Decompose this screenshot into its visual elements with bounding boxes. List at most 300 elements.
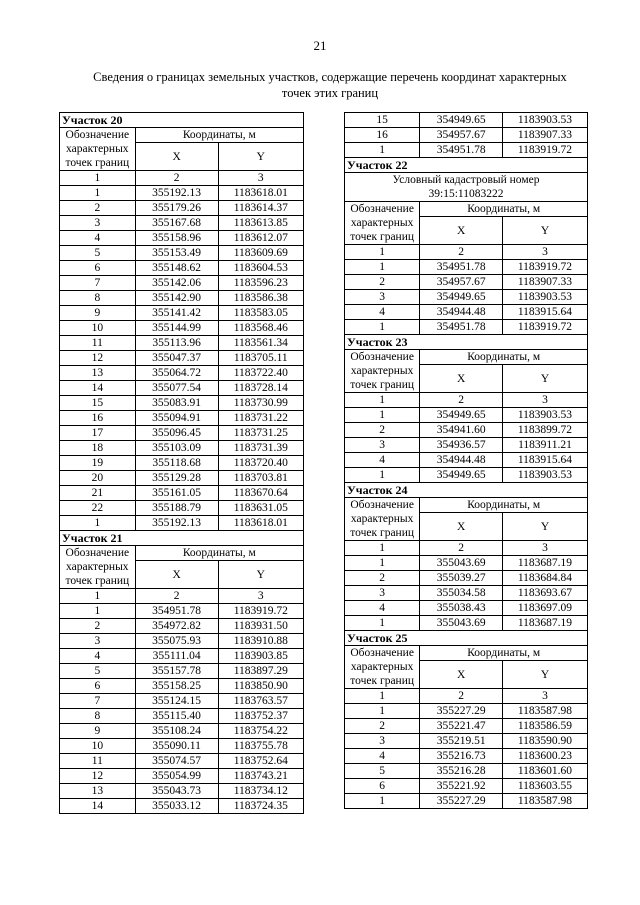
y-value: 1183910.88 [218,634,303,649]
y-value: 1183907.33 [502,275,587,290]
x-value: 355144.99 [135,321,218,336]
y-value: 1183752.64 [218,754,303,769]
designation-header [345,350,420,393]
point-id: 1 [345,143,420,158]
y-value: 1183722.40 [218,366,303,381]
x-value: 355064.72 [135,366,218,381]
column-number: 1 [60,171,136,186]
coordinates-header: Координаты, м [420,646,588,661]
x-value: 354957.67 [420,128,503,143]
x-value: 354944.48 [420,305,503,320]
table-row [60,739,304,754]
table-row [60,411,304,426]
column-number: 3 [218,171,303,186]
left-column [59,112,304,814]
y-value: 1183703.81 [218,471,303,486]
x-value: 355043.73 [135,784,218,799]
point-id: 11 [60,754,136,769]
table-row [345,719,588,734]
designation-header-line: характерных [350,365,414,377]
table-row [60,486,304,501]
coordinates-header: Координаты, м [420,498,588,513]
designation-header-line: Обозначение [350,203,414,215]
point-id: 2 [345,423,420,438]
plot-title-row [60,531,304,546]
y-value: 1183903.53 [502,468,587,483]
table-row [345,408,588,423]
point-id: 7 [60,276,136,291]
designation-header-line: характерных [66,561,129,573]
header-row [345,498,588,513]
y-value: 1183919.72 [218,604,303,619]
x-value: 355216.28 [420,764,503,779]
y-value: 1183697.09 [502,601,587,616]
y-value: 1183907.33 [502,128,587,143]
x-value: 355043.69 [420,616,503,631]
x-value: 355221.92 [420,779,503,794]
designation-header-line: точек границ [350,231,415,243]
y-header: Y [502,513,587,541]
table-row [60,336,304,351]
table-row [345,423,588,438]
column-number: 3 [502,689,587,704]
x-value: 355192.13 [135,516,218,531]
point-id: 8 [60,709,136,724]
table-row [60,441,304,456]
y-value: 1183919.72 [502,260,587,275]
table-row [345,764,588,779]
y-value: 1183903.85 [218,649,303,664]
plot-title: Участок 21 [60,531,304,546]
y-value: 1183561.34 [218,336,303,351]
point-id: 15 [60,396,136,411]
plot-title-row [345,158,588,173]
column-number-row [60,589,304,604]
x-header: X [135,561,218,589]
y-value: 1183850.90 [218,679,303,694]
x-value: 355179.26 [135,201,218,216]
x-value: 354949.65 [420,468,503,483]
table-row [345,453,588,468]
plot-title: Участок 24 [345,483,588,498]
column-number: 2 [420,393,503,408]
table-row [345,704,588,719]
x-value: 355221.47 [420,719,503,734]
table-row [60,381,304,396]
y-value: 1183731.39 [218,441,303,456]
x-value: 355083.91 [135,396,218,411]
table-row [60,679,304,694]
x-value: 354944.48 [420,453,503,468]
table-row [345,275,588,290]
designation-header-line: точек границ [350,527,415,539]
y-value: 1183586.59 [502,719,587,734]
point-id: 7 [60,694,136,709]
right-coordinates-table [344,112,588,809]
y-value: 1183911.21 [502,438,587,453]
y-value: 1183618.01 [218,186,303,201]
x-value: 355113.96 [135,336,218,351]
table-row [345,734,588,749]
point-id: 19 [60,456,136,471]
table-row [60,276,304,291]
x-value: 355047.37 [135,351,218,366]
designation-header-line: характерных [350,217,414,229]
designation-header [60,546,136,589]
designation-header-line: точек границ [350,379,415,391]
heading-line-1: Сведения о границах земельных участков, содержащие перечень координат характерных [93,70,567,84]
table-row [60,396,304,411]
x-value: 355153.49 [135,246,218,261]
table-row [60,604,304,619]
point-id: 12 [60,351,136,366]
plot-title-row [345,631,588,646]
x-value: 355148.62 [135,261,218,276]
y-value: 1183931.50 [218,619,303,634]
point-id: 6 [60,261,136,276]
plot-title-row [345,483,588,498]
y-value: 1183614.37 [218,201,303,216]
x-value: 354949.65 [420,113,503,128]
point-id: 1 [345,408,420,423]
point-id: 12 [60,769,136,784]
point-id: 16 [60,411,136,426]
point-id: 1 [345,556,420,571]
table-row [60,709,304,724]
x-header: X [420,365,503,393]
x-value: 355216.73 [420,749,503,764]
y-value: 1183693.67 [502,586,587,601]
designation-header-line: Обозначение [350,351,414,363]
table-row [345,143,588,158]
designation-header-line: точек границ [65,575,130,587]
x-value: 354951.78 [135,604,218,619]
table-row [345,794,588,809]
designation-header [345,646,420,689]
table-row [345,749,588,764]
table-row [60,426,304,441]
y-header: Y [218,561,303,589]
y-value: 1183601.60 [502,764,587,779]
y-header: Y [502,365,587,393]
y-value: 1183903.53 [502,113,587,128]
header-row [345,202,588,217]
y-value: 1183728.14 [218,381,303,396]
point-id: 8 [60,291,136,306]
point-id: 1 [345,260,420,275]
x-value: 354949.65 [420,290,503,305]
table-row [60,471,304,486]
y-value: 1183903.53 [502,290,587,305]
point-id: 2 [60,201,136,216]
y-value: 1183915.64 [502,453,587,468]
document-heading [60,69,600,101]
plot-title: Участок 22 [345,158,588,173]
y-header: Y [502,661,587,689]
column-number: 1 [345,541,420,556]
table-row [345,601,588,616]
table-row [60,724,304,739]
y-value: 1183568.46 [218,321,303,336]
point-id: 9 [60,306,136,321]
y-value: 1183687.19 [502,616,587,631]
point-id: 14 [60,381,136,396]
point-id: 3 [345,734,420,749]
x-value: 355141.42 [135,306,218,321]
y-value: 1183897.29 [218,664,303,679]
table-row [60,261,304,276]
x-value: 355108.24 [135,724,218,739]
column-number-row [345,245,588,260]
plot-title: Участок 20 [60,113,304,128]
column-number-row [60,171,304,186]
coordinates-header: Координаты, м [135,128,303,143]
point-id: 3 [345,290,420,305]
point-id: 1 [345,794,420,809]
point-id: 1 [60,604,136,619]
y-value: 1183755.78 [218,739,303,754]
x-header: X [420,661,503,689]
x-value: 355074.57 [135,754,218,769]
y-value: 1183587.98 [502,794,587,809]
x-value: 355142.06 [135,276,218,291]
x-value: 355188.79 [135,501,218,516]
x-value: 354951.78 [420,320,503,335]
x-value: 355094.91 [135,411,218,426]
table-row [345,616,588,631]
y-value: 1183587.98 [502,704,587,719]
y-value: 1183618.01 [218,516,303,531]
y-value: 1183604.53 [218,261,303,276]
table-row [60,216,304,231]
table-row [60,619,304,634]
table-row [345,556,588,571]
point-id: 11 [60,336,136,351]
point-id: 2 [345,571,420,586]
table-row [60,769,304,784]
x-value: 355033.12 [135,799,218,814]
table-row [60,246,304,261]
table-row [60,784,304,799]
point-id: 1 [345,320,420,335]
y-value: 1183915.64 [502,305,587,320]
column-number-row [345,689,588,704]
table-row [345,113,588,128]
y-value: 1183596.23 [218,276,303,291]
y-value: 1183731.22 [218,411,303,426]
y-value: 1183730.99 [218,396,303,411]
point-id: 2 [345,719,420,734]
table-row [345,320,588,335]
table-row [60,799,304,814]
heading-line-2: точек этих границ [281,86,379,100]
left-coordinates-table [59,112,304,814]
y-value: 1183705.11 [218,351,303,366]
table-row [60,501,304,516]
designation-header-line: точек границ [65,157,130,169]
point-id: 20 [60,471,136,486]
column-number: 3 [502,541,587,556]
y-header: Y [218,143,303,171]
column-number: 2 [420,541,503,556]
point-id: 2 [60,619,136,634]
y-value: 1183720.40 [218,456,303,471]
column-number: 2 [135,589,218,604]
table-row [345,305,588,320]
point-id: 14 [60,799,136,814]
table-row [60,694,304,709]
column-number: 3 [502,393,587,408]
point-id: 18 [60,441,136,456]
x-value: 354949.65 [420,408,503,423]
coordinates-header: Координаты, м [420,350,588,365]
column-number: 1 [345,689,420,704]
x-value: 355054.99 [135,769,218,784]
table-row [60,664,304,679]
table-row [345,779,588,794]
cadastral-row [345,173,588,202]
x-value: 354951.78 [420,143,503,158]
y-value: 1183903.53 [502,408,587,423]
designation-header-line: точек границ [350,675,415,687]
point-id: 15 [345,113,420,128]
table-row [345,290,588,305]
designation-header-line: характерных [66,143,129,155]
table-row [345,128,588,143]
plot-title-row [345,335,588,350]
point-id: 4 [345,601,420,616]
x-value: 355075.93 [135,634,218,649]
y-value: 1183670.64 [218,486,303,501]
x-value: 355142.90 [135,291,218,306]
y-value: 1183609.69 [218,246,303,261]
x-value: 355129.28 [135,471,218,486]
header-row [345,646,588,661]
cadastral-number [345,173,588,202]
x-value: 355158.25 [135,679,218,694]
point-id: 4 [345,749,420,764]
y-value: 1183734.12 [218,784,303,799]
column-number: 2 [420,689,503,704]
table-row [345,260,588,275]
designation-header [345,202,420,245]
y-value: 1183919.72 [502,143,587,158]
point-id: 17 [60,426,136,441]
point-id: 3 [345,586,420,601]
header-row [345,350,588,365]
y-value: 1183684.84 [502,571,587,586]
plot-title: Участок 25 [345,631,588,646]
point-id: 1 [345,616,420,631]
point-id: 1 [345,704,420,719]
x-value: 355118.68 [135,456,218,471]
column-number: 2 [135,171,218,186]
y-value: 1183724.35 [218,799,303,814]
point-id: 13 [60,784,136,799]
x-value: 355077.54 [135,381,218,396]
column-number: 2 [420,245,503,260]
table-row [345,586,588,601]
x-value: 355192.13 [135,186,218,201]
table-row [345,438,588,453]
x-value: 355167.68 [135,216,218,231]
designation-header-line: характерных [350,513,414,525]
x-header: X [135,143,218,171]
x-value: 355043.69 [420,556,503,571]
point-id: 22 [60,501,136,516]
point-id: 1 [60,516,136,531]
designation-header [60,128,136,171]
y-value: 1183590.90 [502,734,587,749]
point-id: 13 [60,366,136,381]
y-value: 1183600.23 [502,749,587,764]
designation-header-line: характерных [350,661,414,673]
x-value: 355115.40 [135,709,218,724]
table-row [60,306,304,321]
designation-header-line: Обозначение [350,499,414,511]
column-number: 1 [345,393,420,408]
column-number-row [345,393,588,408]
x-value: 354972.82 [135,619,218,634]
table-row [60,291,304,306]
y-value: 1183763.57 [218,694,303,709]
table-row [60,351,304,366]
point-id: 1 [345,468,420,483]
x-value: 355111.04 [135,649,218,664]
table-row [60,201,304,216]
designation-header-line: Обозначение [350,647,414,659]
x-value: 355219.51 [420,734,503,749]
y-value: 1183754.22 [218,724,303,739]
designation-header-line: Обозначение [65,547,130,559]
y-value: 1183612.07 [218,231,303,246]
cadastral-line: Условный кадастровый номер [392,174,540,186]
x-value: 355124.15 [135,694,218,709]
page-number: 21 [313,38,327,53]
x-value: 355161.05 [135,486,218,501]
y-value: 1183687.19 [502,556,587,571]
y-value: 1183752.37 [218,709,303,724]
x-value: 355039.27 [420,571,503,586]
point-id: 5 [60,664,136,679]
x-value: 355227.29 [420,794,503,809]
point-id: 4 [60,649,136,664]
header-row [60,546,304,561]
table-row [60,634,304,649]
cadastral-line: 39:15:11083222 [428,188,504,200]
point-id: 3 [60,634,136,649]
plot-title-row [60,113,304,128]
point-id: 4 [345,453,420,468]
coordinates-header: Координаты, м [420,202,588,217]
table-row [60,649,304,664]
table-row [60,366,304,381]
y-value: 1183613.85 [218,216,303,231]
column-number: 3 [218,589,303,604]
table-row [60,321,304,336]
x-value: 355090.11 [135,739,218,754]
table-row [345,468,588,483]
table-row [345,571,588,586]
table-row [60,186,304,201]
point-id: 21 [60,486,136,501]
column-number: 1 [60,589,136,604]
point-id: 3 [345,438,420,453]
point-id: 5 [60,246,136,261]
y-value: 1183586.38 [218,291,303,306]
point-id: 10 [60,321,136,336]
right-column [344,112,588,809]
